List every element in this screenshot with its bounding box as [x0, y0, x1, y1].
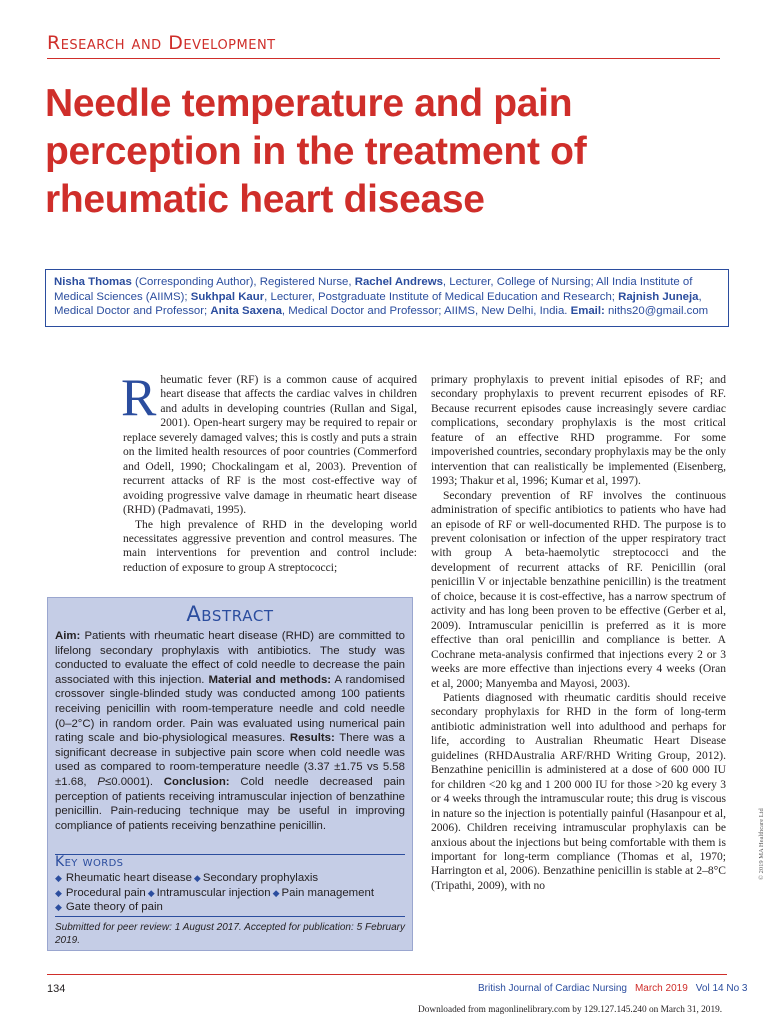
diamond-bullet-icon: ◆: [147, 887, 155, 898]
author-name: Sukhpal Kaur: [190, 290, 265, 303]
keywords-line: [55, 900, 405, 915]
abstract-box: [47, 597, 413, 951]
drop-cap: R: [121, 369, 157, 427]
submission-dates: Submitted for peer review: 1 August 2017. Accepted for publication: 5 February 2019.: [55, 922, 405, 946]
conclusion-text: Cold needle decreased pain perception of patients receiving intramuscular injection of benzathine penicillin. Pain-reducing technique may be useful in improving compliance of patients receiving benzathine penicillin.: [55, 775, 405, 832]
copyright-notice: © 2019 MA Healthcare Ltd: [758, 808, 765, 880]
article-title: Needle temperature and pain perception in the treatment of rheumatic heart disease: [45, 82, 587, 221]
author-role: , Medical Doctor and Professor; AIIMS, New Delhi, India.: [281, 305, 571, 318]
section-label: Research and Development: [47, 32, 276, 54]
aim-text: Patients with rheumatic heart disease (RHD) are committed to lifelong secondary prophylaxis with antibiotics. The study was conducted to evaluate the effect of cold needle to decrease the pain associated with this injection.: [55, 630, 405, 686]
keywords-line: [55, 871, 405, 886]
body-paragraph: Secondary prevention of RF involves the continuous administration of specific antibiotics to patients who have had an episode of RF or well-documented RHD. The purpose is to prevent colonisation or infection of the upper respiratory tract with group A beta-haemolytic streptococci and the development of recurrent attacks of RF. Penicillin (oral penicillin V or injectable benzathine penicillin) is the treatment of choice, because it is cost-effective, has a narrow spectrum of activity and has long been proven to be effective (Gerber et al, 2009). Intramuscular penicillin is preferred as it is more effective than oral penicillin and compliance is better. A Cochrane meta-analysis confirmed that injections every 2 or 3 weeks are more effective than injections every 4 weeks (Oran et al, 2000; Manyemba and Mayosi, 2003).: [431, 489, 726, 690]
email-address[interactable]: niths20@gmail.com: [604, 305, 709, 318]
keywords-heading: Key words: [55, 854, 124, 870]
body-paragraph: Patients diagnosed with rheumatic carditis should receive secondary prophylaxis for RHD in the form of long-term antibiotic administration well into adulthood and perhaps for life, according to Australian Rheumatic Heart Disease guidelines (RHDAustralia ARF/RHD Writing Group, 2012). Benzathine penicillin is administered at a dose of 600 000 IU for children <20 kg and 1 200 000 IU for those >20 kg every 3 or 4 weeks through the intramuscular route; this drug is viscous in nature so the injection is potentially painful (Hasanpour et al, 2006). Children receiving intramuscular prophylaxis can be anxious about the injections but being comfortable with them is important for long-term compliance (Thomas et al, 1970; Harrington et al, 2006). Benzathine penicillin is stable at 2–8°C (Tripathi, 2009), with no: [431, 691, 726, 892]
diamond-bullet-icon: ◆: [55, 873, 62, 883]
submission-rule: [55, 916, 405, 917]
author-name: Rajnish Juneja: [618, 290, 699, 303]
header-rule: [47, 58, 720, 59]
body-paragraph: The high prevalence of RHD in the developing world necessitates aggressive prevention and control measures. The main interventions for prevention and control include: reduction of exposure to group A streptococci;: [123, 518, 417, 574]
journal-citation: [478, 983, 747, 994]
author-role: (Corresponding Author), Registered Nurse,: [131, 276, 355, 288]
paragraph-text: heumatic fever (RF) is a common cause of acquired heart disease that affects the cardiac valves in children and adults in developing countries (Rullan and Sigal, 2001). Open-heart surgery may be required to repair or replace severely damaged valves; this is costly and puts a strain on the limited health resources of poor countries (Commerford and Odell, 1990; Chockalingam et al, 2003). Prevention of recurrent attacks of RF is the most cost-effective way of avoiding progressive valve damage in rheumatic heart disease (RHD) (Padmavati, 1995).: [123, 374, 417, 517]
email-label: Email:: [570, 305, 605, 318]
keyword: Secondary prophylaxis: [202, 872, 319, 884]
keywords-line: [55, 886, 405, 901]
diamond-bullet-icon: ◆: [55, 887, 62, 898]
download-note: Downloaded from magonlinelibrary.com by 129.127.145.240 on March 31, 2019.: [418, 1005, 723, 1015]
volume-issue: Vol 14 No 3: [695, 983, 748, 994]
keyword: Pain management: [281, 886, 374, 899]
abstract-text: [55, 629, 405, 833]
footer-rule: [47, 974, 727, 975]
author-name: Rachel Andrews: [354, 276, 443, 288]
author-role: , Medical Doctor and Professor;: [54, 290, 702, 318]
body-paragraph: primary prophylaxis to prevent initial episodes of RF; and secondary prophylaxis to prevent recurrent episodes of RF. Because recurrent episodes cause increasingly severe cardiac complications, secondary prophylaxis is the most critical feature of an effective RHD programme. For some impoverished countries, secondary prophylaxis may be the only intervention that can realistically be implemented (Eisenberg, 1993; Thakur et al, 1996; Kumar et al, 1997).: [431, 374, 727, 488]
methods-label: Material and methods:: [208, 673, 332, 686]
keyword: Procedural pain: [65, 886, 146, 899]
keyword: Intramuscular injection: [156, 886, 271, 899]
methods-text: A randomised crossover single-blinded study was conducted among 100 patients receiving penicillin with room-temperature needle and cold needle (0–2°C) in random order. Pain was evaluated using numerical pain rating scale and bio-physiological measures.: [55, 673, 405, 745]
author-affiliations: [45, 269, 729, 327]
aim-label: Aim:: [55, 630, 81, 642]
page-number: 134: [47, 983, 66, 995]
body-column-left: [121, 369, 417, 575]
conclusion-label: Conclusion:: [163, 775, 230, 788]
diamond-bullet-icon: ◆: [55, 902, 62, 913]
author-name: Anita Saxena: [210, 305, 282, 318]
results-label: Results:: [289, 732, 335, 745]
body-column-right: [431, 373, 726, 893]
abstract-heading: Abstract: [186, 602, 274, 626]
author-role: , Lecturer, Postgraduate Institute of Medical Education and Research;: [264, 290, 619, 303]
diamond-bullet-icon: ◆: [272, 887, 280, 898]
keyword: Gate theory of pain: [65, 901, 163, 914]
keyword: Rheumatic heart disease: [65, 872, 192, 884]
author-role: , Lecturer, College of Nursing; All India Institute of Medical Sciences (AIIMS);: [54, 276, 693, 303]
results-text: ≤0.0001).: [104, 775, 164, 788]
keywords-list: [55, 871, 405, 915]
results-text: There was a significant decrease in subjective pain score when cold needle was used as compared to room-temperature needle (3.37 ±1.75 vs 5.58 ±1.68,: [55, 732, 405, 788]
p-value-symbol: P: [97, 775, 105, 788]
journal-name: British Journal of Cardiac Nursing: [478, 983, 627, 994]
issue-month: March 2019: [634, 983, 688, 994]
author-name: Nisha Thomas: [54, 276, 132, 288]
diamond-bullet-icon: ◆: [193, 873, 201, 883]
body-paragraph: [121, 369, 417, 518]
